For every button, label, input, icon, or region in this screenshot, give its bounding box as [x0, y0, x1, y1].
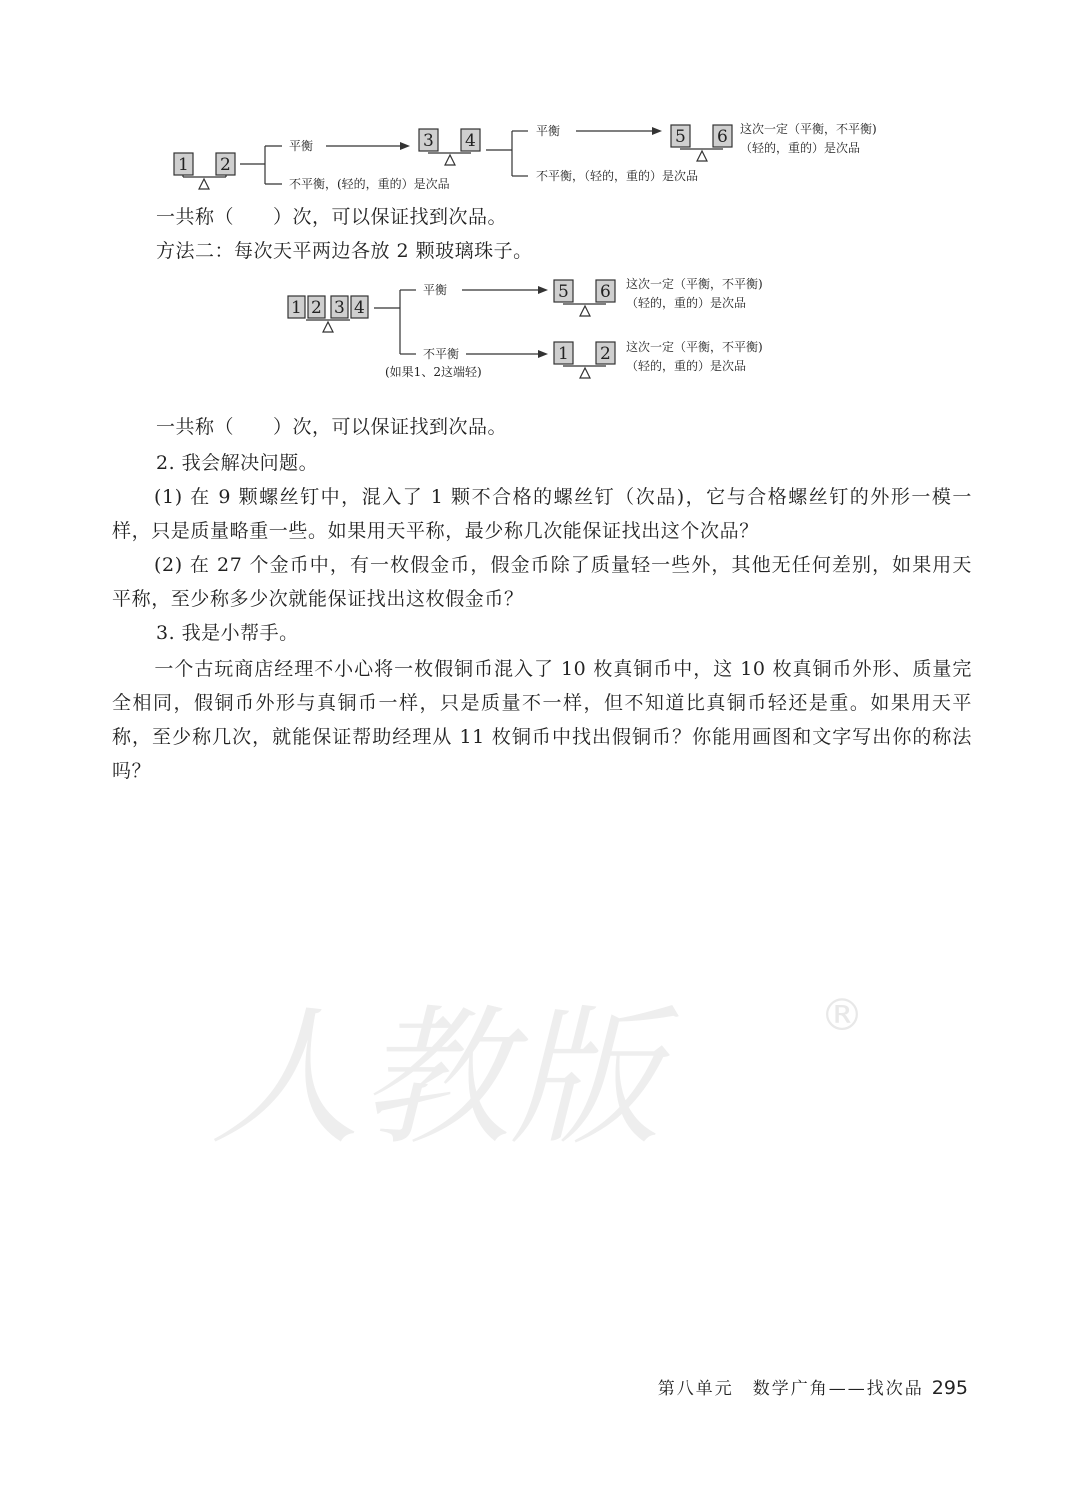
section-2-title: 2. 我会解决问题。	[156, 452, 319, 474]
box-label: 6	[717, 127, 728, 147]
svg-text:1: 1	[291, 298, 302, 318]
box-label: 1	[178, 155, 189, 175]
svg-text:不平衡，（轻的，重的）是次品: 不平衡，（轻的，重的）是次品	[536, 169, 699, 183]
svg-text:2: 2	[600, 344, 611, 364]
svg-text:4: 4	[354, 298, 365, 318]
box-label: 4	[465, 131, 476, 151]
section-3-title: 3. 我是小帮手。	[156, 622, 299, 644]
balance-fulcrum	[445, 155, 455, 165]
svg-text:1: 1	[558, 344, 569, 364]
svg-text:（轻的，重的）是次品: （轻的，重的）是次品	[740, 141, 861, 155]
unit-title: 第八单元 数学广角——找次品	[657, 1379, 924, 1399]
box-label: 2	[220, 155, 231, 175]
svg-text:®: ®	[820, 990, 864, 1041]
svg-text:6: 6	[600, 282, 611, 302]
svg-text:(如果1、2这端轻): (如果1、2这端轻)	[385, 365, 482, 379]
svg-text:人教版: 人教版	[210, 992, 661, 1166]
balance-fulcrum	[199, 179, 209, 189]
svg-text:这次一定（平衡，不平衡): 这次一定（平衡，不平衡)	[626, 277, 763, 291]
svg-text:平衡: 平衡	[536, 124, 561, 138]
svg-text:2: 2	[311, 298, 322, 318]
diagram-method-1	[174, 121, 877, 191]
answer-line-method-1: 一共称（ ）次，可以保证找到次品。	[156, 206, 508, 228]
problem-1: (1) 在 9 颗螺丝钉中，混入了 1 颗不合格的螺丝钉（次品)，它与合格螺丝钉的外形一模一样，只是质量略重一些。如果用天平称，最少称几次能保证找出这个次品？	[112, 486, 972, 542]
svg-text:平衡: 平衡	[423, 283, 448, 297]
svg-text:不平衡: 不平衡	[423, 347, 460, 361]
problem-3: 一个古玩商店经理不小心将一枚假铜币混入了 10 枚真铜币中，这 10 枚真铜币外形、质量完全相同，假铜币外形与真铜币一样，只是质量不一样，但不知道比真铜币轻还是重。如果用天平称，至少称几次，就能保证帮助经理从 11 枚铜币中找出假铜币？你能用画图和文字写出你的称法吗？	[112, 658, 972, 782]
problem-2: (2) 在 27 个金币中，有一枚假金币，假金币除了质量轻一些外，其他无任何差别，如果用天平称，至少称多少次就能保证找出这枚假金币？	[112, 554, 972, 610]
balance-fulcrum	[697, 151, 707, 161]
svg-text:这次一定（平衡，不平衡): 这次一定（平衡，不平衡)	[740, 122, 877, 136]
svg-text:3: 3	[334, 298, 345, 318]
box-label: 3	[423, 131, 434, 151]
svg-text:5: 5	[558, 282, 569, 302]
svg-text:（轻的，重的）是次品: （轻的，重的）是次品	[626, 296, 747, 310]
box-label: 5	[675, 127, 686, 147]
svg-text:这次一定（平衡，不平衡): 这次一定（平衡，不平衡)	[626, 340, 763, 354]
page-footer	[658, 1374, 968, 1399]
balance-fulcrum	[580, 306, 590, 316]
diagram-method-2	[288, 276, 763, 379]
svg-text:平衡: 平衡	[289, 139, 314, 153]
publisher-watermark	[190, 960, 890, 1200]
page-number: 295	[931, 1377, 968, 1399]
svg-text:不平衡，(轻的，重的）是次品: 不平衡，(轻的，重的）是次品	[289, 177, 450, 191]
method-2-heading: 方法二：每次天平两边各放 2 颗玻璃珠子。	[156, 240, 533, 262]
balance-fulcrum	[323, 322, 333, 332]
balance-fulcrum	[580, 368, 590, 378]
answer-line-method-2: 一共称（ ）次，可以保证找到次品。	[156, 416, 508, 438]
svg-text:（轻的，重的）是次品: （轻的，重的）是次品	[626, 359, 747, 373]
